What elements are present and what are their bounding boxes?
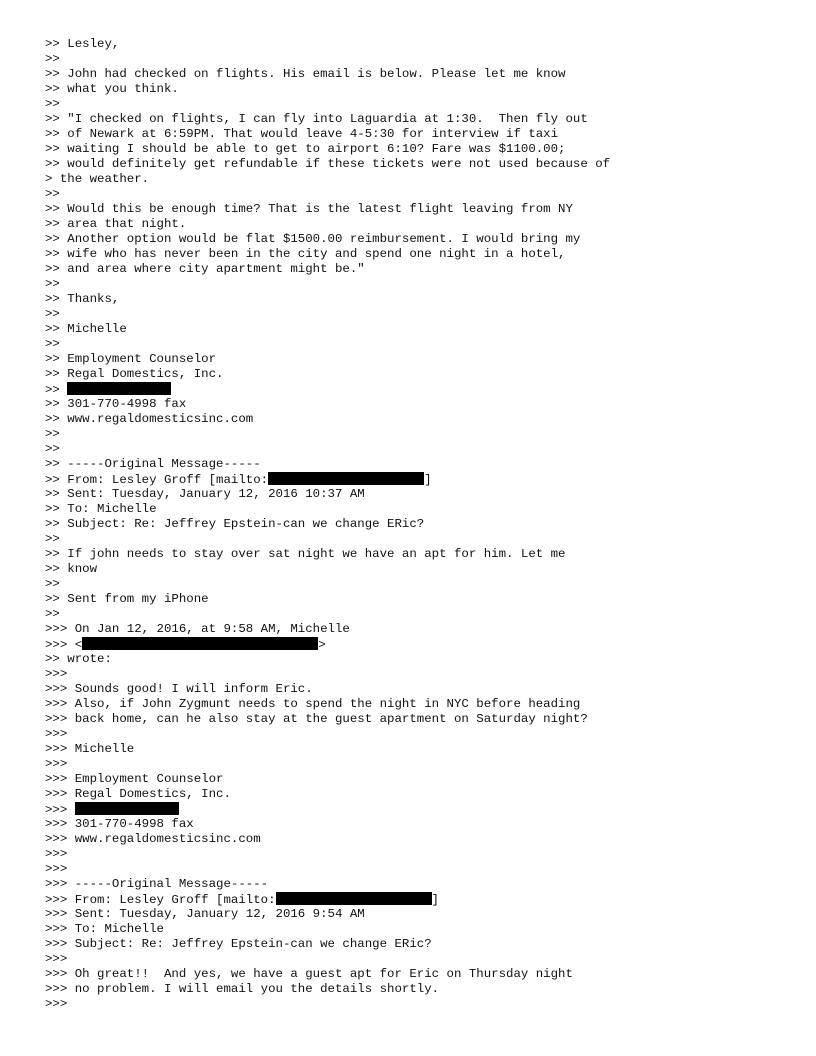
email-text-line: >> — [45, 607, 60, 621]
email-text-line: >>> To: Michelle — [45, 922, 164, 936]
email-text-line: >> Thanks, — [45, 292, 120, 306]
email-text-line: >> Subject: Re: Jeffrey Epstein-can we change ERic? — [45, 517, 425, 531]
email-text-line: >> Lesley, — [45, 37, 120, 51]
email-text-line: >> Employment Counselor — [45, 352, 217, 366]
quote-prefix: >> — [45, 383, 68, 397]
from-suffix: ] — [424, 473, 432, 487]
signature-redacted-line-2 — [45, 802, 805, 817]
signature-redacted-line-1 — [45, 382, 805, 397]
email-text-line: >> — [45, 577, 60, 591]
from-line-2 — [45, 892, 805, 907]
email-text-line: >>> Sounds good! I will inform Eric. — [45, 682, 313, 696]
email-text-line: >> To: Michelle — [45, 502, 157, 516]
redaction-bar — [82, 637, 318, 650]
email-text-line: >> — [45, 97, 60, 111]
email-text-line: >> Sent: Tuesday, January 12, 2016 10:37 AM — [45, 487, 365, 501]
email-text-line: >>> back home, can he also stay at the guest apartment on Saturday night? — [45, 712, 588, 726]
email-text-line: >> "I checked on flights, I can fly into Laguardia at 1:30. Then fly out — [45, 112, 588, 126]
email-text-line: >> wrote: — [45, 652, 112, 666]
redaction-bar — [75, 802, 179, 815]
email-text-line: >>> -----Original Message----- — [45, 877, 269, 891]
redaction-bar — [276, 892, 432, 905]
email-text-line: >> — [45, 337, 60, 351]
email-text-line: >>> — [45, 862, 68, 876]
email-text-line: >> www.regaldomesticsinc.com — [45, 412, 254, 426]
email-text-line: >> — [45, 187, 60, 201]
address-prefix: >>> < — [45, 638, 83, 652]
email-text-line: >> If john needs to stay over sat night we have an apt for him. Let me — [45, 547, 566, 561]
email-text-line: >> — [45, 52, 60, 66]
email-block-2 — [45, 397, 805, 472]
email-text-line: >> area that night. — [45, 217, 187, 231]
email-text-line: >> would definitely get refundable if these tickets were not used because of — [45, 157, 611, 171]
email-text-line: >> John had checked on flights. His email is below. Please let me know — [45, 67, 566, 81]
email-text-line: >> Another option would be flat $1500.00 reimbursement. I would bring my — [45, 232, 581, 246]
email-text-line: >> Michelle — [45, 322, 127, 336]
email-text-line: >> of Newark at 6:59PM. That would leave 4-5:30 for interview if taxi — [45, 127, 559, 141]
email-document — [45, 37, 805, 1012]
from-suffix: ] — [431, 893, 439, 907]
email-text-line: >>> Subject: Re: Jeffrey Epstein-can we change ERic? — [45, 937, 432, 951]
email-text-line: >>> On Jan 12, 2016, at 9:58 AM, Michelle — [45, 622, 350, 636]
email-text-line: >>> Employment Counselor — [45, 772, 224, 786]
email-text-line: >> wife who has never been in the city and spend one night in a hotel, — [45, 247, 566, 261]
email-block-3 — [45, 487, 805, 637]
email-text-line: >>> Sent: Tuesday, January 12, 2016 9:54 AM — [45, 907, 365, 921]
redaction-bar — [268, 472, 424, 485]
email-text-line: >> Would this be enough time? That is the latest flight leaving from NY — [45, 202, 573, 216]
from-prefix: >> From: Lesley Groff [mailto: — [45, 473, 269, 487]
address-suffix: > — [318, 638, 326, 652]
email-text-line: >> 301-770-4998 fax — [45, 397, 187, 411]
email-text-line: >> — [45, 277, 60, 291]
email-block-4 — [45, 652, 805, 802]
email-text-line: >>> www.regaldomesticsinc.com — [45, 832, 261, 846]
email-text-line: >> — [45, 427, 60, 441]
email-text-line: >> know — [45, 562, 98, 576]
email-text-line: >> Regal Domestics, Inc. — [45, 367, 224, 381]
email-text-line: >>> — [45, 727, 68, 741]
email-text-line: >>> Oh great!! And yes, we have a guest apt for Eric on Thursday night — [45, 967, 573, 981]
email-block-1 — [45, 37, 805, 382]
email-text-line: >>> 301-770-4998 fax — [45, 817, 194, 831]
email-text-line: >> — [45, 307, 60, 321]
email-text-line: >> — [45, 532, 60, 546]
from-line-1 — [45, 472, 805, 487]
email-text-line: >> Sent from my iPhone — [45, 592, 209, 606]
email-text-line: >> and area where city apartment might be." — [45, 262, 365, 276]
email-text-line: >> what you think. — [45, 82, 179, 96]
email-text-line: >>> — [45, 997, 68, 1011]
email-text-line: >> waiting I should be able to get to airport 6:10? Fare was $1100.00; — [45, 142, 566, 156]
redaction-bar — [67, 382, 171, 395]
email-text-line: >> — [45, 442, 60, 456]
email-block-5 — [45, 817, 805, 892]
email-text-line: >>> — [45, 667, 68, 681]
email-block-6 — [45, 907, 805, 1012]
email-text-line: >>> Also, if John Zygmunt needs to spend the night in NYC before heading — [45, 697, 581, 711]
email-text-line: >>> — [45, 847, 68, 861]
email-text-line: >>> — [45, 757, 68, 771]
email-text-line: >>> Michelle — [45, 742, 135, 756]
email-text-line: >> -----Original Message----- — [45, 457, 261, 471]
address-redacted-line — [45, 637, 805, 652]
email-text-line: >>> no problem. I will email you the details shortly. — [45, 982, 440, 996]
email-text-line: >>> — [45, 952, 68, 966]
quote-prefix: >>> — [45, 803, 75, 817]
from-prefix: >>> From: Lesley Groff [mailto: — [45, 893, 276, 907]
email-text-line: > the weather. — [45, 172, 150, 186]
email-text-line: >>> Regal Domestics, Inc. — [45, 787, 231, 801]
